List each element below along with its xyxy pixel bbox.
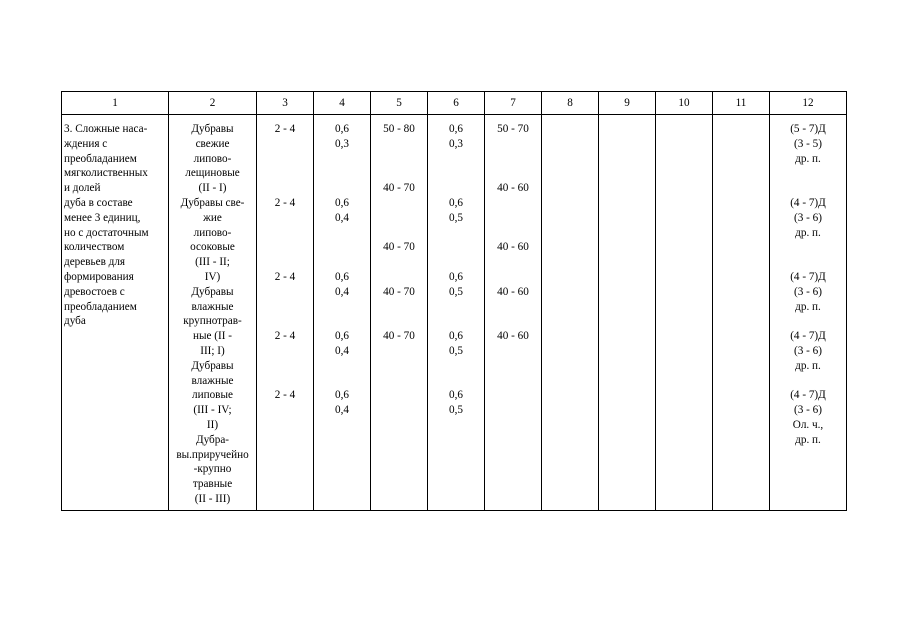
cell-line: влажные — [191, 374, 234, 387]
cell-line: 0,6 — [335, 123, 349, 135]
cell-line — [770, 314, 846, 329]
cell-line — [428, 374, 484, 389]
cell-line — [770, 181, 846, 196]
cell-line: 0,6 — [335, 270, 349, 283]
cell-line: 2 - 4 — [274, 330, 296, 343]
cell-line: (II - III) — [194, 492, 231, 505]
header-cell-11: 11 — [713, 92, 770, 115]
cell-line: 0,5 — [449, 285, 463, 298]
cell-line: дуба — [64, 315, 86, 328]
cell-line — [314, 300, 370, 315]
cell-line: 0,6 — [335, 196, 349, 209]
cell-line: травные — [192, 478, 233, 491]
cell-line: др. п. — [795, 226, 821, 239]
cell-line — [257, 226, 313, 241]
cell-line: 40 - 60 — [497, 241, 529, 254]
cell-line — [485, 226, 541, 241]
cell-line: 2 - 4 — [274, 270, 296, 283]
cell-line: и долей — [64, 182, 101, 195]
cell-line — [371, 137, 427, 152]
cell-line — [314, 374, 370, 389]
cell-line — [314, 255, 370, 270]
cell-line — [428, 314, 484, 329]
cell-col-6 — [428, 115, 485, 511]
cell-line — [428, 240, 484, 255]
cell-line — [257, 285, 313, 300]
cell-line: (III - II; — [195, 256, 230, 269]
cell-line — [770, 255, 846, 270]
cell-line: липовые — [192, 389, 233, 402]
header-row — [62, 92, 847, 115]
cell-line — [770, 374, 846, 389]
cell-line: липово- — [193, 152, 232, 165]
cell-line: (III - IV; — [193, 404, 232, 417]
header-cell-4: 4 — [314, 92, 371, 115]
cell-line: лещиновые — [185, 167, 240, 180]
cell-line — [428, 359, 484, 374]
cell-line: липово- — [193, 226, 232, 239]
cell-line: 2 - 4 — [274, 123, 296, 135]
cell-line: 0,4 — [335, 285, 349, 298]
cell-line: мягколиственных — [64, 167, 148, 180]
cell-line — [485, 137, 541, 152]
cell-line: др. п. — [795, 300, 821, 313]
cell-line: (4 - 7)Д — [790, 389, 826, 402]
cell-col-4 — [314, 115, 371, 511]
cell-line: жие — [203, 211, 222, 224]
cell-line: 40 - 70 — [383, 330, 415, 343]
cell-line: 0,6 — [449, 330, 463, 343]
header-cell-8: 8 — [542, 92, 599, 115]
cell-line — [314, 181, 370, 196]
cell-line: др. п. — [795, 152, 821, 165]
cell-line — [371, 196, 427, 211]
header-cell-10: 10 — [656, 92, 713, 115]
cell-line — [371, 152, 427, 167]
cell-line: 0,6 — [449, 196, 463, 209]
cell-line: Дубравы све- — [180, 196, 245, 209]
cell-line: 0,3 — [335, 137, 349, 150]
header-cell-6: 6 — [428, 92, 485, 115]
cell-line: др. п. — [795, 359, 821, 372]
cell-col-3 — [257, 115, 314, 511]
cell-line: 40 - 70 — [383, 241, 415, 254]
cell-line — [485, 270, 541, 285]
cell-line: влажные — [191, 300, 234, 313]
cell-line: 0,6 — [449, 123, 463, 135]
cell-line — [314, 359, 370, 374]
cell-line: количеством — [64, 241, 125, 254]
cell-line — [428, 300, 484, 315]
cell-line: (3 - 6) — [794, 404, 822, 417]
cell-line: (3 - 6) — [794, 344, 822, 357]
cell-line — [371, 226, 427, 241]
cell-col-8 — [542, 115, 599, 511]
cell-line — [314, 240, 370, 255]
cell-line: 0,5 — [449, 344, 463, 357]
cell-line — [257, 137, 313, 152]
cell-line: 40 - 60 — [497, 330, 529, 343]
cell-line — [371, 166, 427, 181]
cell-line: (4 - 7)Д — [790, 196, 826, 209]
cell-line: (II - I) — [198, 182, 227, 195]
cell-line: дуба в составе — [64, 196, 133, 209]
cell-line — [314, 226, 370, 241]
cell-line: древостоев с — [64, 285, 125, 298]
cell-line: свежие — [195, 137, 230, 150]
cell-line — [485, 314, 541, 329]
cell-line: III; I) — [200, 344, 225, 357]
cell-col-12 — [770, 115, 847, 511]
cell-line — [770, 240, 846, 255]
cell-line — [257, 314, 313, 329]
cell-line: (5 - 7)Д — [790, 123, 826, 135]
cell-line: 0,4 — [335, 211, 349, 224]
cell-line: 40 - 60 — [497, 285, 529, 298]
cell-line: деревьев для — [64, 256, 126, 269]
cell-line: IV) — [204, 270, 221, 283]
cell-col-11 — [713, 115, 770, 511]
cell-line: (3 - 6) — [794, 211, 822, 224]
cell-line: 0,5 — [449, 211, 463, 224]
cell-line: др. п. — [795, 433, 821, 446]
cell-line: (3 - 5) — [794, 137, 822, 150]
cell-line: 3. Сложные наса- — [64, 123, 148, 135]
cell-line — [428, 152, 484, 167]
header-cell-7: 7 — [485, 92, 542, 115]
cell-line — [371, 314, 427, 329]
header-cell-2: 2 — [169, 92, 257, 115]
cell-line: 40 - 70 — [383, 285, 415, 298]
cell-col-9 — [599, 115, 656, 511]
cell-line — [257, 374, 313, 389]
header-cell-9: 9 — [599, 92, 656, 115]
cell-line — [257, 211, 313, 226]
cell-line: ждения с — [64, 137, 108, 150]
cell-line: 0,4 — [335, 344, 349, 357]
cell-line — [257, 300, 313, 315]
cell-line — [428, 226, 484, 241]
cell-line — [485, 255, 541, 270]
cell-line — [485, 166, 541, 181]
cell-line — [314, 166, 370, 181]
cell-line: преобладанием — [64, 152, 137, 165]
cell-line — [314, 152, 370, 167]
cell-line — [485, 196, 541, 211]
cell-line — [770, 166, 846, 181]
cell-line: (3 - 6) — [794, 285, 822, 298]
cell-line: 0,3 — [449, 137, 463, 150]
cell-line — [257, 152, 313, 167]
cell-line: 0,6 — [335, 330, 349, 343]
cell-line: (4 - 7)Д — [790, 330, 826, 343]
cell-line: 0,4 — [335, 404, 349, 417]
cell-col-2 — [169, 115, 257, 511]
cell-line — [485, 211, 541, 226]
cell-line — [428, 166, 484, 181]
cell-line: Дубравы — [191, 285, 234, 298]
data-table — [61, 91, 847, 511]
cell-line: 0,6 — [335, 389, 349, 402]
cell-line: 40 - 70 — [383, 182, 415, 195]
cell-line — [371, 255, 427, 270]
cell-line: вы.приручейно — [176, 448, 249, 461]
cell-line — [428, 181, 484, 196]
cell-line — [485, 152, 541, 167]
cell-line — [257, 166, 313, 181]
cell-line: но с достаточным — [64, 226, 149, 239]
cell-line — [257, 255, 313, 270]
header-cell-3: 3 — [257, 92, 314, 115]
table-row — [62, 115, 847, 511]
cell-col-1 — [62, 115, 169, 511]
cell-line: Дубравы — [191, 359, 234, 372]
cell-line: Дубравы — [191, 123, 234, 135]
cell-line: Дубра- — [195, 433, 230, 446]
cell-line: -крупно — [193, 463, 232, 476]
cell-line: 0,6 — [449, 270, 463, 283]
header-cell-12: 12 — [770, 92, 847, 115]
cell-line — [371, 300, 427, 315]
cell-line: 50 - 70 — [497, 123, 529, 135]
cell-line: 2 - 4 — [274, 196, 296, 209]
cell-line: крупнотрав- — [183, 315, 242, 328]
cell-line: формирования — [64, 270, 134, 283]
cell-line: 0,6 — [449, 389, 463, 402]
cell-line: 0,5 — [449, 404, 463, 417]
cell-line — [428, 255, 484, 270]
cell-line: Ол. ч., — [792, 418, 824, 431]
cell-line: преобладанием — [64, 300, 137, 313]
cell-line — [314, 314, 370, 329]
cell-line — [257, 359, 313, 374]
cell-line: (4 - 7)Д — [790, 270, 826, 283]
header-cell-5: 5 — [371, 92, 428, 115]
cell-line — [371, 270, 427, 285]
cell-line — [485, 300, 541, 315]
cell-line — [257, 344, 313, 359]
cell-line: 40 - 60 — [497, 182, 529, 195]
cell-line — [257, 240, 313, 255]
header-cell-1: 1 — [62, 92, 169, 115]
cell-line: 2 - 4 — [274, 389, 296, 402]
cell-col-5 — [371, 115, 428, 511]
cell-line — [371, 211, 427, 226]
cell-line: 50 - 80 — [383, 123, 415, 135]
cell-line: ные (II - — [193, 330, 232, 343]
cell-col-10 — [656, 115, 713, 511]
cell-col-7 — [485, 115, 542, 511]
cell-line: II) — [206, 418, 219, 431]
cell-line: менее 3 единиц, — [64, 211, 141, 224]
cell-line: осоковые — [190, 241, 235, 254]
cell-line — [257, 181, 313, 196]
